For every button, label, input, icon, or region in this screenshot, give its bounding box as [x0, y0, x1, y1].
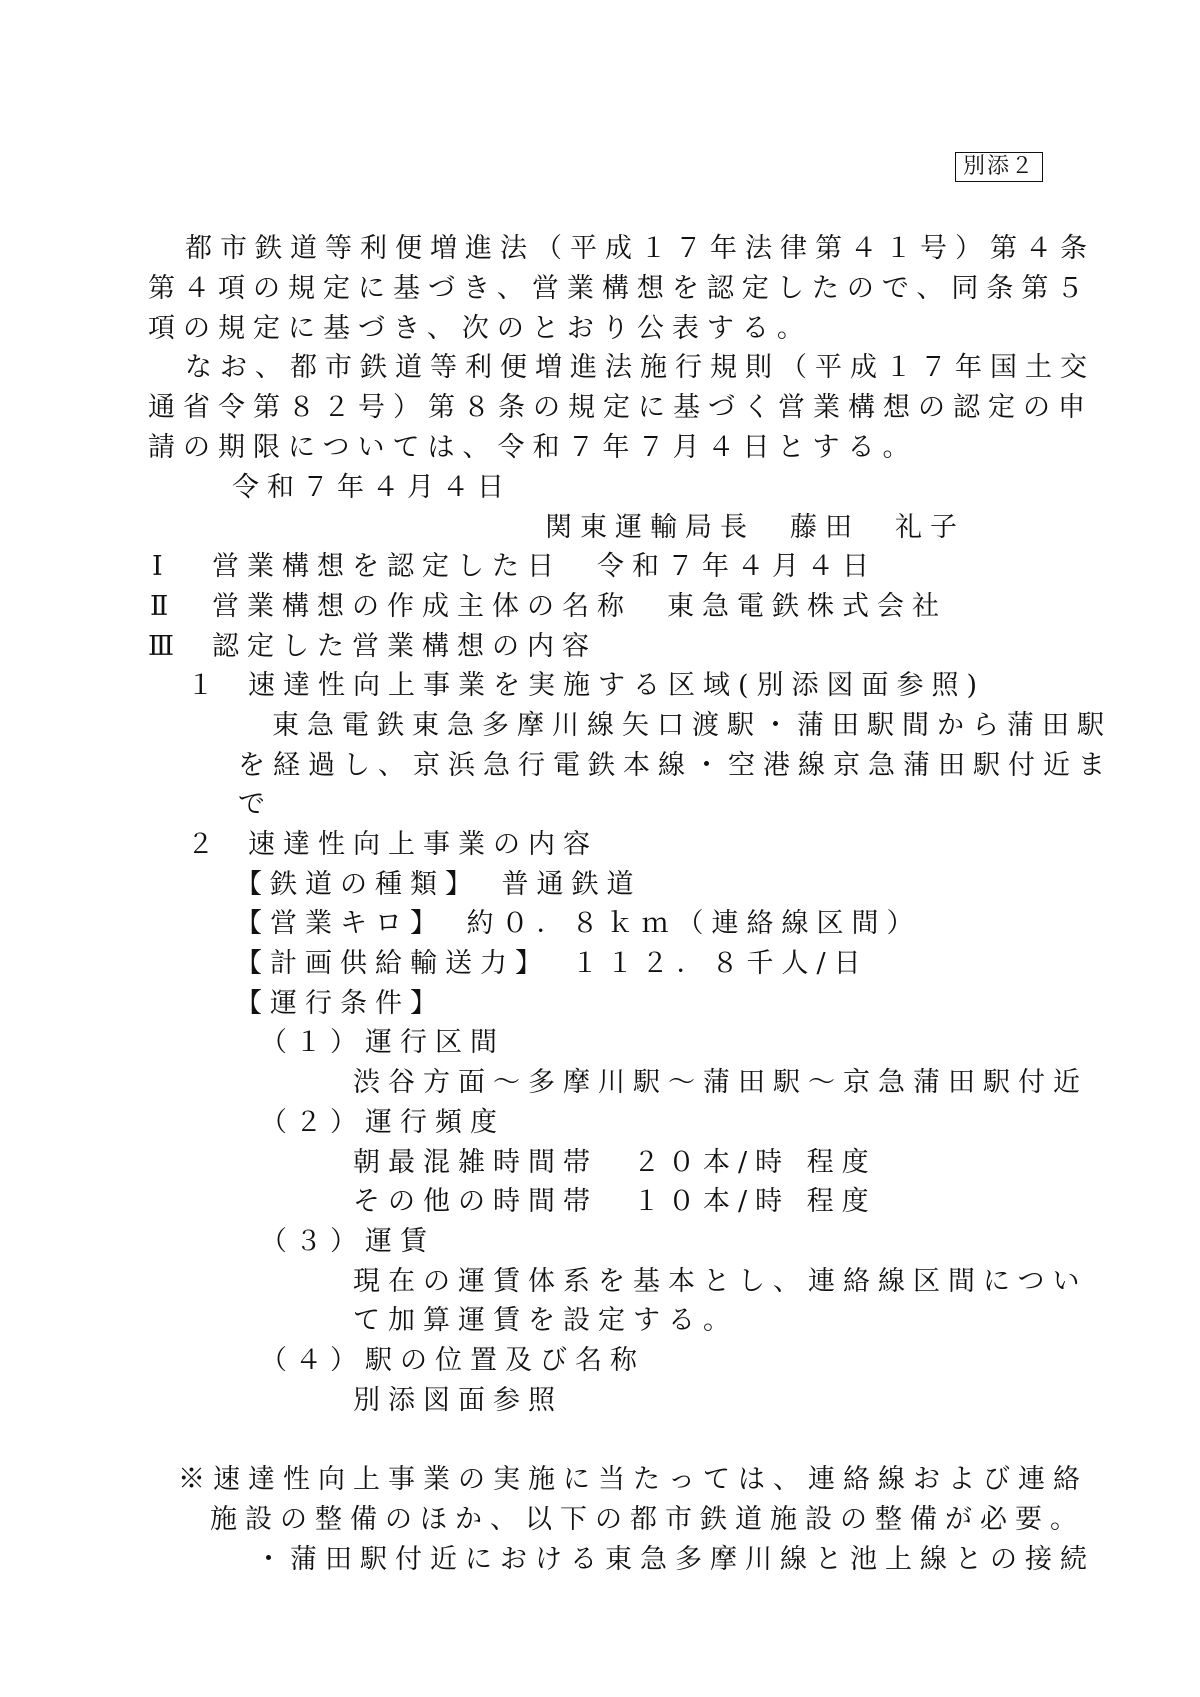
condition-label: （４）駅の位置及び名称	[260, 1345, 645, 1376]
condition-text: 渋谷方面～多摩川駅～蒲田駅～京急蒲田駅付近	[353, 1067, 1088, 1098]
announcement-date: 令和７年４月４日	[232, 472, 512, 503]
preamble-line: なお、都市鉄道等利便増進法施行規則（平成１７年国土交	[185, 352, 1095, 383]
preamble-line: 請の期限については、令和７年７月４日とする。	[148, 432, 918, 463]
condition-label: （３）運賃	[260, 1226, 435, 1257]
section-text: 認定した営業構想の内容	[212, 631, 597, 662]
item-title: 速達性向上事業を実施する区域(別添図面参照)	[248, 670, 986, 701]
note-bullet: ・蒲田駅付近における東急多摩川線と池上線との接続	[255, 1544, 1095, 1575]
section-text: 営業構想を認定した日 令和７年４月４日	[212, 551, 877, 582]
preamble-line: 通省令第８２号）第８条の規定に基づく営業構想の認定の申	[148, 392, 1093, 423]
operating-km: 【営業キロ】 約０．８ｋｍ（連絡線区間）	[235, 908, 922, 939]
condition-text: 朝最混雑時間帯 ２０本/時 程度	[353, 1147, 877, 1178]
condition-text: 現在の運賃体系を基本とし、連絡線区間につい	[353, 1266, 1088, 1297]
condition-label: （１）運行区間	[260, 1027, 505, 1058]
preamble-line: 都市鉄道等利便増進法（平成１７年法律第４１号）第４条	[185, 233, 1095, 264]
condition-text: て加算運賃を設定する。	[353, 1305, 738, 1336]
railway-type: 【鉄道の種類】 普通鉄道	[235, 869, 642, 900]
conditions-heading: 【運行条件】	[235, 988, 445, 1019]
item-body-line: 東急電鉄東急多摩川線矢口渡駅・蒲田駅間から蒲田駅	[272, 710, 1112, 741]
item-title: 速達性向上事業の内容	[248, 829, 598, 860]
section-number: Ⅲ	[148, 631, 183, 662]
note-line: 施設の整備のほか、以下の都市鉄道施設の整備が必要。	[210, 1504, 1085, 1535]
item-body-line: で	[238, 789, 273, 820]
preamble-line: 第４項の規定に基づき、営業構想を認定したので、同条第５	[148, 273, 1092, 304]
section-number: Ⅱ	[150, 591, 177, 622]
item-body-line: を経過し、京浜急行電鉄本線・空港線京急蒲田駅付近ま	[238, 750, 1113, 781]
condition-text: 別添図面参照	[353, 1385, 563, 1416]
preamble-line: 項の規定に基づき、次のとおり公表する。	[148, 313, 812, 344]
note-line: ※速達性向上事業の実施に当たっては、連絡線および連絡	[178, 1464, 1088, 1495]
attachment-label: 別添２	[955, 152, 1043, 182]
signer: 関東運輸局長 藤田 礼子	[545, 512, 965, 543]
transport-capacity: 【計画供給輸送力】 １１２．８千人/日	[235, 948, 869, 979]
condition-label: （２）運行頻度	[260, 1107, 505, 1138]
condition-text: その他の時間帯 １０本/時 程度	[353, 1186, 877, 1217]
section-text: 営業構想の作成主体の名称 東急電鉄株式会社	[212, 591, 947, 622]
section-number: Ⅰ	[152, 551, 171, 582]
item-number: ２	[187, 829, 222, 860]
item-number: １	[187, 670, 222, 701]
